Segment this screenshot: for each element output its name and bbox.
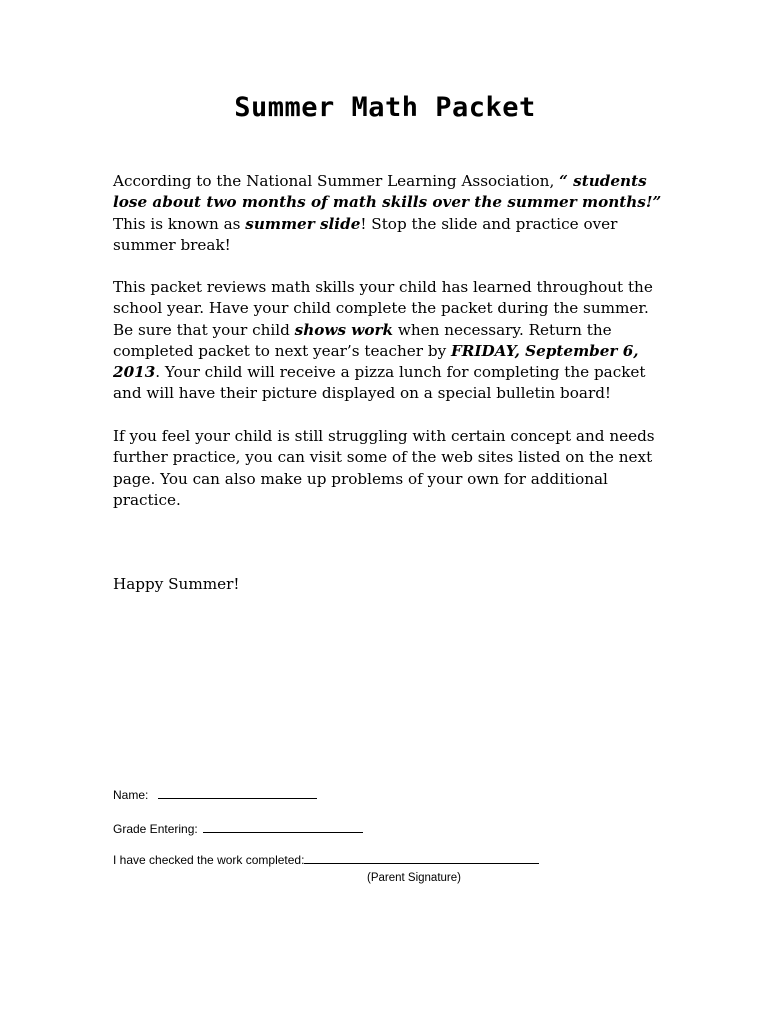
summer-slide-term: summer slide: [245, 214, 361, 233]
page-title: Summer Math Packet: [234, 92, 536, 123]
signature-blank-line: [304, 851, 539, 864]
intro-text: According to the National Summer Learning Association,: [113, 172, 560, 190]
name-label: Name:: [113, 788, 149, 802]
association-quote: “ students lose about two months of math skills over the summer months!”: [113, 172, 662, 212]
grade-blank-line: [203, 820, 363, 833]
instructions-paragraph: [113, 277, 665, 405]
instructions-start-text: This packet reviews math skills your child has learned throughout the school year. Have your child complete the packet during the summer. Be sure that your child: [113, 278, 653, 339]
instructions-end-text: . Your child will receive a pizza lunch for completing the packet and will have their picture displayed on a special bulletin board!: [113, 363, 646, 403]
intro-mid-text: This is known as: [113, 214, 246, 233]
instructions-mid-text: when necessary. Return the completed packet to next year’s teacher by: [113, 320, 612, 360]
shows-work-emphasis: shows work: [294, 320, 394, 339]
deadline-date: FRIDAY, September 6, 2013: [113, 341, 639, 382]
intro-paragraph: [113, 171, 665, 256]
signature-field-row: [113, 851, 539, 868]
name-field-row: [113, 786, 317, 803]
intro-end-text: ! Stop the slide and practice over summer break!: [113, 214, 618, 254]
signature-caption: (Parent Signature): [367, 872, 461, 884]
grade-field-row: [113, 820, 363, 837]
closing-greeting: Happy Summer!: [113, 575, 240, 593]
checked-label: I have checked the work completed:: [113, 853, 305, 867]
name-blank-line: [158, 786, 317, 799]
grade-label: Grade Entering:: [113, 822, 198, 836]
practice-paragraph: If you feel your child is still struggling with certain concept and needs further practice, you can visit some of the web sites listed on the next page. You can also make up problems of your own for additional practice.: [113, 427, 655, 509]
